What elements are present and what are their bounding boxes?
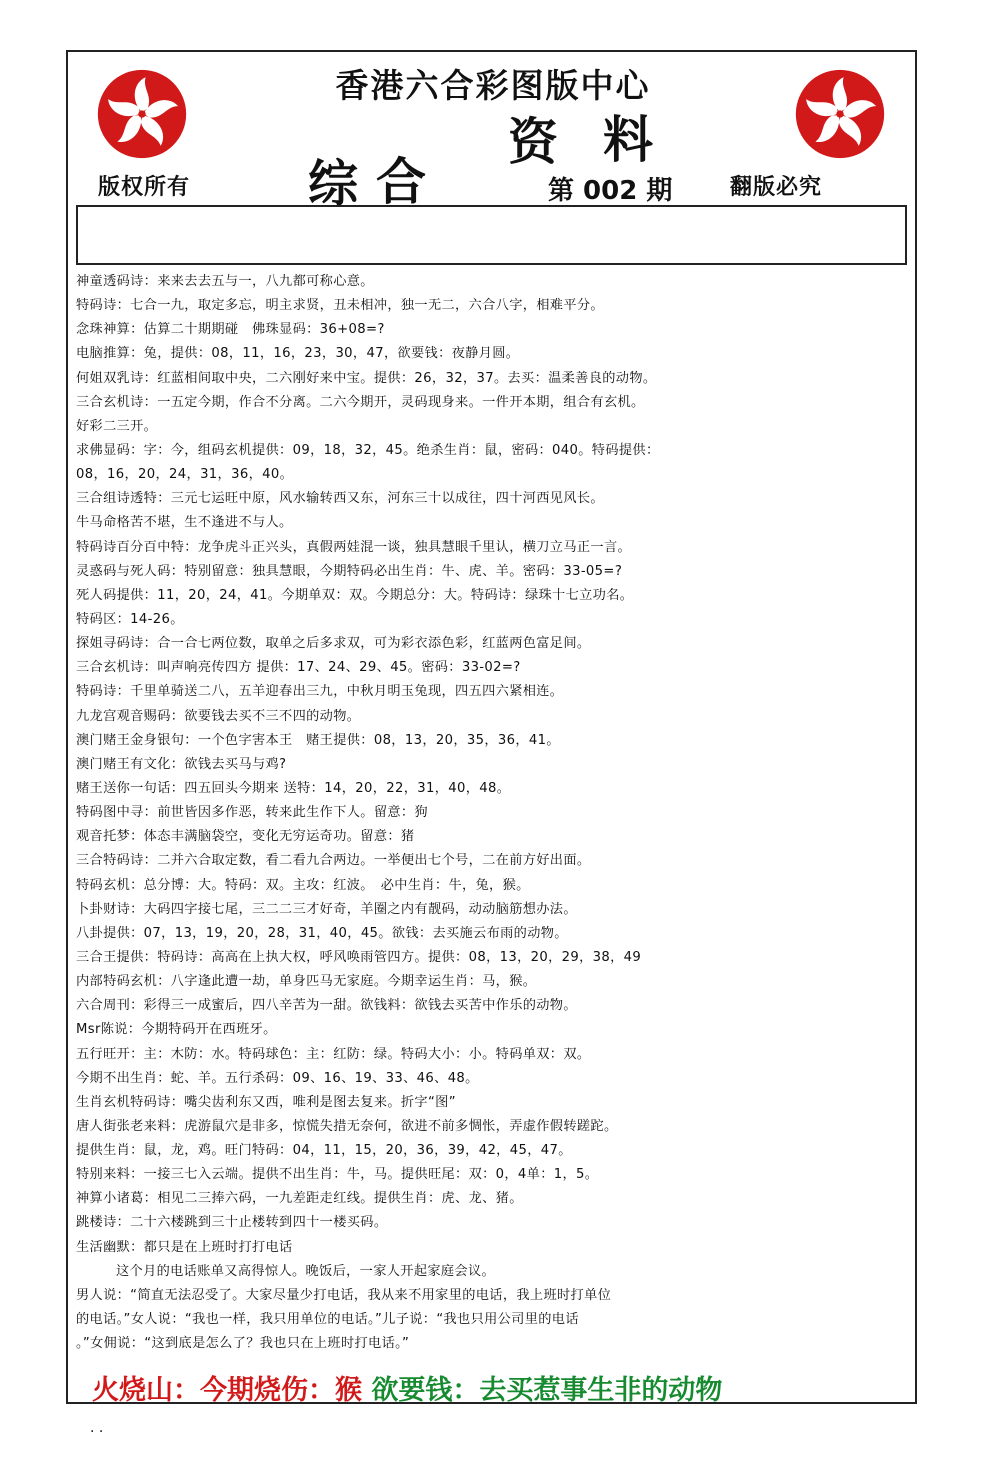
tip-line: 08，16，20，24，31，36，40。	[76, 467, 294, 483]
tip-line: 卜卦财诗：大码四字接七尾，三二二三才好奇，羊圈之内有靓码，动动脑筋想办法。	[76, 901, 577, 917]
tip-line: 探姐寻码诗：合一合七两位数，取单之后多求双，可为彩衣添色彩，红蓝两色富足间。	[76, 636, 591, 652]
bottom-mark: . .	[90, 1420, 104, 1436]
tip-line: 特别来料：一接三七入云端。提供不出生肖：牛，马。提供旺尾：双：0，4单：1，5。	[76, 1167, 599, 1183]
tip-line: 特码图中寻：前世皆因多作恶，转来此生作下人。留意：狗	[76, 805, 428, 821]
tip-line: 唐人街张老来料：虎游鼠穴是非多，惊慌失措无奈何，欲进不前多惆怅，弄虚作假转蹉跎。	[76, 1118, 618, 1134]
story-line: 男人说：“简直无法忍受了。大家尽量少打电话，我从来不用家里的电话，我上班时打单位	[76, 1287, 612, 1303]
tip-line: 提供生肖：鼠，龙，鸡。旺门特码：04，11，15，20，36，39，42，45，47。	[76, 1143, 572, 1159]
tip-line: 神算小诸葛：相见二三捧六码，一九差距走红线。提供生肖：虎、龙、猪。	[76, 1191, 523, 1207]
tip-line: 生肖玄机特码诗：嘴尖齿利东又西，唯利是图去复来。折字“图”	[76, 1094, 456, 1110]
humor-story	[76, 1260, 912, 1356]
tip-line: 三合玄机诗：叫声响亮传四方 提供：17、24、29、45。密码：33-02=?	[76, 660, 521, 676]
tip-line: 八卦提供：07，13，19，20，28，31，40，45。欲钱：去买施云布雨的动物。	[76, 925, 568, 941]
big-title-char: 合	[376, 152, 426, 211]
tip-line: 三合王提供：特码诗：高高在上执大权，呼风唤雨管四方。提供：08，13，20，29，38，49	[76, 949, 642, 965]
tip-line: 九龙宫观音赐码：欲要钱去买不三不四的动物。	[76, 708, 361, 724]
tip-line: 三合玄机诗：一五定今期，作合不分离。二六今期开，灵码现身来。一件开本期，组合有玄机。	[76, 394, 645, 410]
tip-line: 何姐双乳诗：红蓝相间取中央，二六刚好来中宝。提供：26，32，37。去买：温柔善良的动物。	[76, 370, 657, 386]
tip-line: 赌王送你一句话：四五回头今期来 送特：14，20，22，31，40，48。	[76, 780, 511, 796]
tip-line: 特码玄机：总分博：大。特码：双。主攻：红波。 必中生肖：牛，兔，猴。	[76, 877, 530, 893]
tip-line: 好彩二三开。	[76, 418, 158, 434]
big-title-char: 资	[508, 112, 558, 171]
story-line: 。”女佣说：“这到底是怎么了？我也只在上班时打电话。”	[76, 1336, 410, 1352]
newspaper-sheet	[66, 50, 917, 1404]
masthead-title: 香港六合彩图版中心	[335, 66, 651, 105]
tip-line: 特码诗百分百中特：龙争虎斗正兴头，真假两娃混一谈，独具慧眼千里认，横刀立马正一言。	[76, 539, 632, 555]
tip-line: 跳楼诗：二十六楼跳到三十止楼转到四十一楼买码。	[76, 1215, 388, 1231]
tip-line: 三合特码诗：二并六合取定数，看二看九合两边。一举便出七个号，二在前方好出面。	[76, 853, 591, 869]
tip-line: 五行旺开：主：木防：水。特码球色：主：红防：绿。特码大小：小。特码单双：双。	[76, 1046, 591, 1062]
tip-line: 澳门赌王有文化：欲钱去买马与鸡?	[76, 756, 287, 772]
bauhinia-flower-icon	[96, 68, 188, 160]
tip-line: 特码区：14-26。	[76, 611, 184, 627]
tip-line: 灵惑码与死人码：特别留意：独具慧眼，今期特码必出生肖：牛、虎、羊。密码：33-05=?	[76, 563, 623, 579]
tip-line: 电脑推算：兔，提供：08，11，16，23，30，47，欲要钱：夜静月圆。	[76, 346, 520, 362]
big-title-char: 综	[308, 154, 358, 213]
blank-banner-box	[76, 205, 907, 265]
tip-line: 内部特码玄机：八字逢此遭一劫，单身匹马无家庭。今期幸运生肖：马，猴。	[76, 974, 537, 990]
tip-line: 神童透码诗：来来去去五与一，八九都可称心意。	[76, 274, 374, 289]
tip-line: Msr陈说：今期特码开在西班牙。	[76, 1022, 277, 1038]
tip-line: 特码诗：千里单骑送二八，五羊迎春出三九，中秋月明玉兔现，四五四六紧相连。	[76, 684, 564, 700]
footer-banner	[92, 1368, 912, 1407]
tip-line: 牛马命格苦不堪，生不逢进不与人。	[76, 515, 293, 531]
tip-line: 生活幽默：都只是在上班时打打电话	[76, 1239, 293, 1255]
tip-line: 今期不出生肖：蛇、羊。五行杀码：09、16、19、33、46、48。	[76, 1070, 479, 1086]
tip-line: 死人码提供：11，20，24，41。今期单双：双。今期总分：大。特码诗：绿珠十七立功名。	[76, 587, 634, 603]
tip-line: 六合周刊：彩得三一成蜜后，四八辛苦为一甜。欲钱料：欲钱去买苦中作乐的动物。	[76, 998, 577, 1014]
piracy-warning-label: 翻版必究	[730, 175, 823, 200]
bauhinia-flower-icon	[794, 68, 886, 160]
tip-line: 观音托梦：体态丰满脑袋空，变化无穷运奇功。留意：猪	[76, 829, 415, 845]
tip-line: 特码诗：七合一九，取定多忘，明主求贤，丑未相冲，独一无二，六合八字，相难平分。	[76, 298, 604, 314]
story-line: 这个月的电话账单又高得惊人。晚饭后，一家人开起家庭会议。	[116, 1263, 496, 1279]
tip-line: 念珠神算：估算二十期期碰 佛珠显码：36+08=?	[76, 322, 385, 338]
tip-line: 三合组诗透特：三元七运旺中原，风水输转西又东，河东三十以成往，四十河西见风长。	[76, 491, 604, 507]
tip-lines	[76, 270, 912, 1260]
big-title-char: 料	[603, 110, 653, 169]
footer-green-text: 欲要钱：去买惹事生非的动物	[371, 1375, 723, 1406]
footer-red-text: 火烧山：今期烧伤：猴	[92, 1375, 362, 1406]
issue-number: 第 002 期	[548, 176, 673, 206]
tip-line: 澳门赌王金身银句：一个色字害本王 赌王提供：08，13，20，35，36，41。	[76, 732, 560, 748]
copyright-label: 版权所有	[98, 175, 191, 200]
tip-line: 求佛显码：字：今，组码玄机提供：09，18，32，45。绝杀生肖：鼠，密码：040。特码提供：	[76, 442, 660, 458]
content-body	[76, 270, 912, 1356]
story-line: 的电话。”女人说：“我也一样，我只用单位的电话。”儿子说：“我也只用公司里的电话	[76, 1311, 579, 1327]
